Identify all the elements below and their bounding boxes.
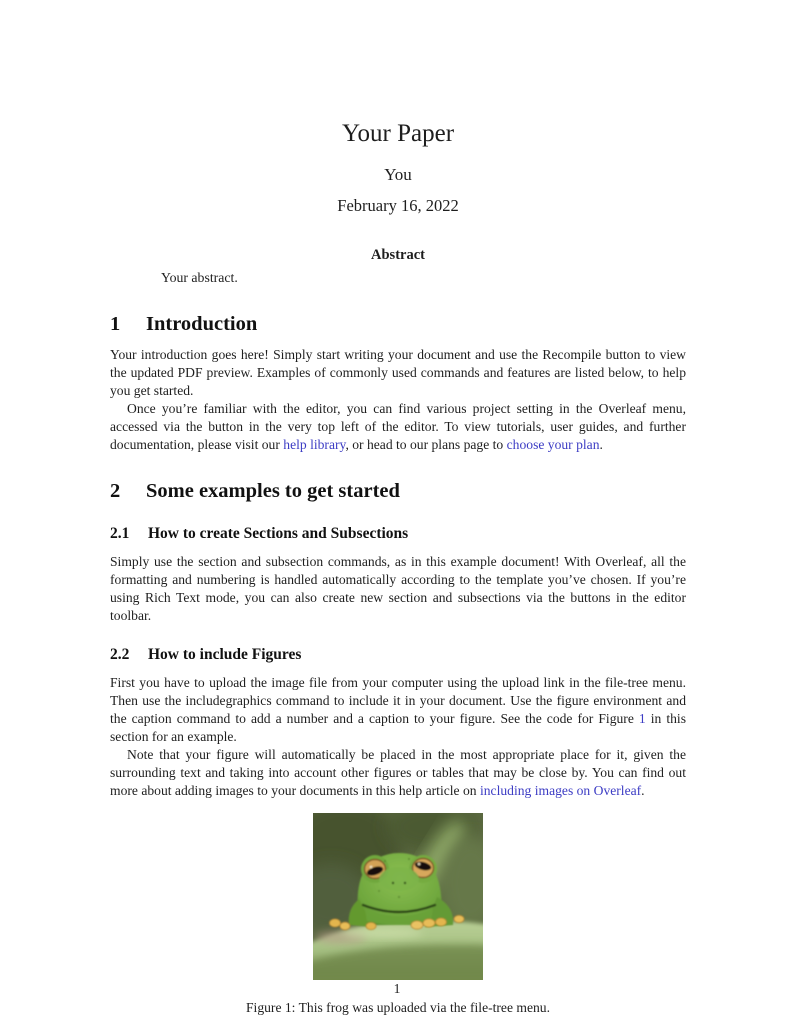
section-1-number: 1 — [110, 313, 121, 335]
section-2-title: Some examples to get started — [146, 480, 400, 502]
subsection-2-1-number: 2.1 — [110, 525, 130, 542]
subsection-2-1-title: How to create Sections and Subsections — [148, 525, 409, 542]
paper-title: Your Paper — [341, 120, 455, 147]
choose-your-plan-link[interactable]: choose your plan — [506, 437, 600, 452]
subsection-2-1-heading — [110, 524, 686, 544]
subsection-2-2-number: 2.2 — [110, 646, 130, 663]
paper-date: February 16, 2022 — [337, 196, 459, 215]
figure-1 — [313, 813, 483, 980]
content-column — [110, 0, 686, 1017]
subsection-2-2-heading — [110, 645, 686, 665]
help-library-link[interactable]: help library — [283, 437, 346, 452]
paper-author: You — [384, 165, 412, 184]
figure-1-ref-link[interactable]: 1 — [638, 711, 646, 726]
section-2-heading — [110, 478, 686, 504]
subsection-2-1-paragraph: Simply use the section and subsection commands, as in this example document! With Overleaf, all the formatting and numbering is handled automatically according to the template you’ve chosen. If you’re using Rich Text mode, you can also create new section and subsections via the buttons in the editor toolbar. — [110, 554, 686, 623]
figures-p2-text-after: . — [641, 783, 645, 798]
intro-p2-text-before: Once you’re familiar with the editor, you can find various project setting in the Overleaf menu, accessed via the button in the very top left of the editor. To view tutorials, user guides, and further documentation, please visit our — [110, 401, 686, 452]
page-number: 1 — [393, 981, 401, 996]
figures-p2-text-before: Note that your figure will automatically be placed in the most appropriate place for it, given the surrounding text and taking into account other figures or tables that may be close by. You can find out more about adding images to your documents in this help article on — [110, 747, 686, 798]
section-1-title: Introduction — [146, 313, 258, 335]
frog-image — [313, 813, 483, 980]
including-images-link[interactable]: including images on Overleaf — [479, 783, 642, 798]
figures-p1-text-before: First you have to upload the image file from your computer using the upload link in the file-tree menu. Then use the includegraphics command to include it in your document. Use the figure environment and the caption command to add a number and a caption to your figure. See the code for Figure — [110, 675, 686, 726]
section-1-heading — [110, 311, 686, 337]
intro-paragraph-1: Your introduction goes here! Simply start writing your document and use the Recompile button to view the updated PDF preview. Examples of commonly used commands and features are listed below, to help you get started. — [110, 347, 686, 398]
abstract-text: Your abstract. — [161, 270, 238, 285]
figure-caption: Figure 1: This frog was uploaded via the file-tree menu. — [245, 1000, 550, 1015]
subsection-2-2-title: How to include Figures — [148, 646, 302, 663]
section-2-number: 2 — [110, 480, 121, 502]
intro-p2-text-after: . — [599, 437, 603, 452]
figures-paragraph-1 — [110, 674, 686, 746]
intro-p2-text-middle: , or head to our plans page to — [345, 437, 507, 452]
abstract-heading: Abstract — [371, 247, 425, 263]
figures-p1-text-after: in this section for an example. — [110, 711, 686, 744]
intro-paragraph-2 — [110, 400, 686, 454]
figures-paragraph-2 — [110, 746, 686, 800]
